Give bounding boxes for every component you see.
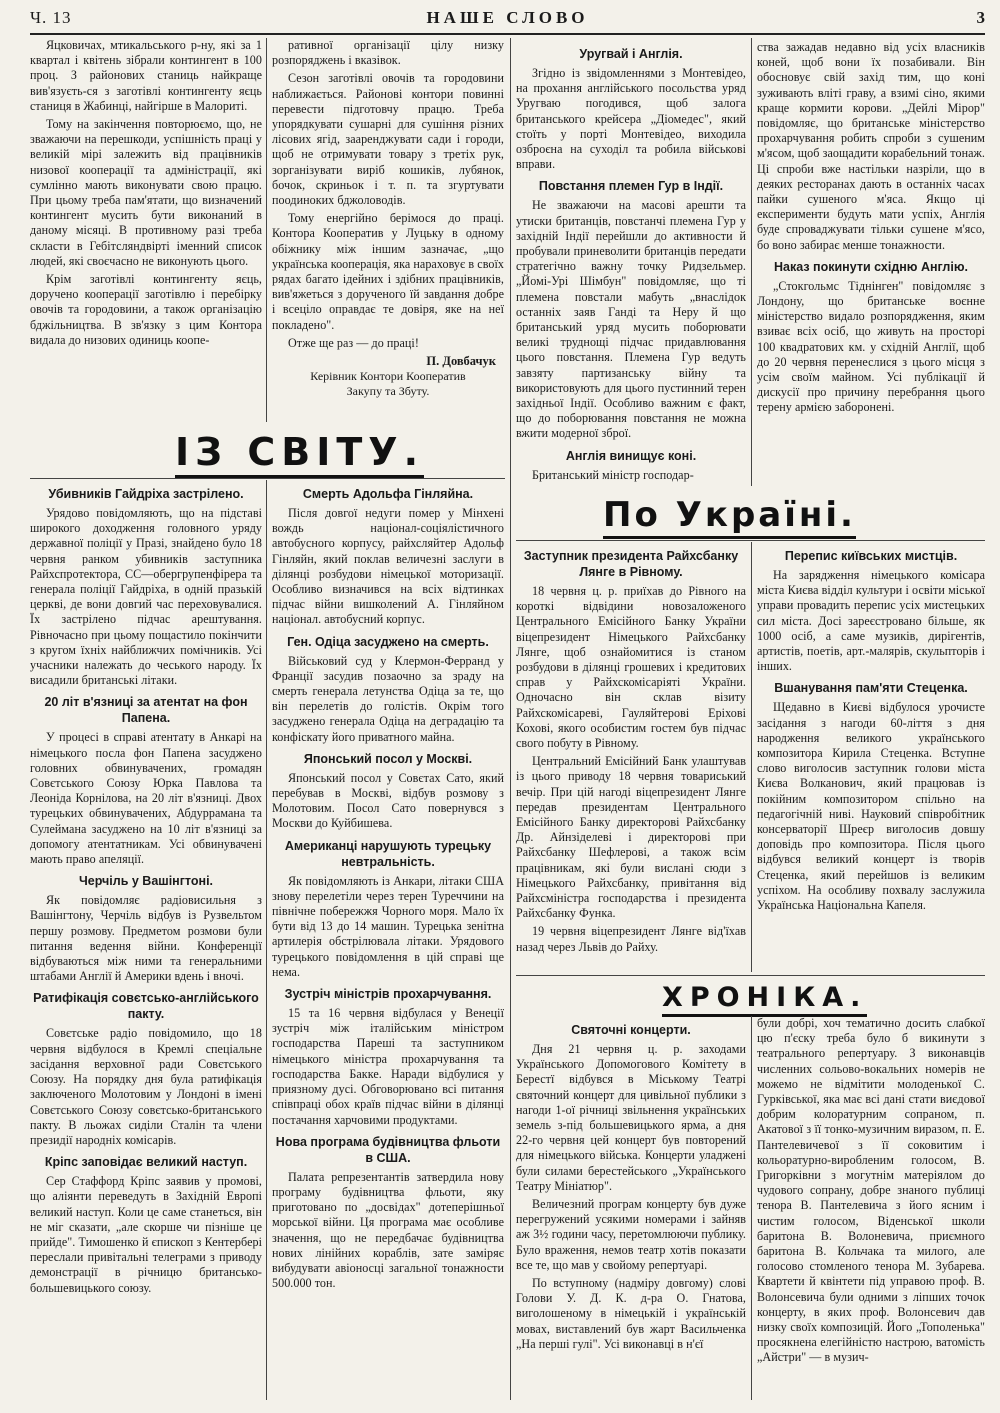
column-2-top xyxy=(272,38,504,422)
paragraph: По вступному (надміру довгому) слові Голови У. Д. К. д-ра О. Гнатова, виголошеному в німецькій і українській мовах, виставлений був жарт Васильченка „На перші гулі". Усі виконавці в н'єї xyxy=(516,1276,746,1351)
article-heading: Кріпс заповідає великий наступ. xyxy=(44,1155,248,1170)
paragraph: Центральний Емісійний Банк улаштував із цього приводу 18 червня товариський вечір. При цій нагоді віцепрезидент Лянге передав президентам Центрального Емісійного Банку директорові Райхсбанку Др. Айнзіделеві і директорові при Райхсбанку Шефлерові, а також всім працівникам, які були вислані сюди з Німецького Райхсбанку, привітання від Райхсміністра господарства і президента Райхсбанку Функа. xyxy=(516,754,746,921)
column-1-bottom xyxy=(30,480,262,1400)
paragraph: ративної організації цілу низку розпоряджень і вказівок. xyxy=(272,38,504,68)
article-heading: Повстання племен Гур в Індії. xyxy=(538,179,724,194)
article-heading: Заступник президента Райхсбанку Лянге в Рівному. xyxy=(523,549,739,579)
section-banner-ukraine xyxy=(603,495,856,535)
column-4-ukraine xyxy=(757,542,985,972)
article-heading: Черчіль у Вашінгтоні. xyxy=(78,874,214,889)
article-heading: Зустріч міністрів прохарчування. xyxy=(284,987,492,1002)
column-3-ukraine xyxy=(516,542,746,972)
article-heading: Уругвай і Англія. xyxy=(579,47,683,61)
paragraph: Крім заготівлі контингенту яєць, доручено кооперації заготівлю і перебірку овочів та городовини, а також організацію бджільництва. В зв'язку з цим Контора видала до низових одиниць коопе- xyxy=(30,272,262,347)
article-heading: Ген. Одіца засуджено на смерть. xyxy=(287,634,489,649)
section-title: По Україні. xyxy=(603,495,856,535)
page-header xyxy=(30,6,985,36)
article-heading: Перепис київських мистців. xyxy=(784,549,958,563)
signature-name: П. Довбачук xyxy=(426,354,496,369)
article-heading: Американці нарушують турецьку невтральність. xyxy=(284,838,492,869)
page-center-divider xyxy=(510,38,511,1400)
article-heading: Японський посол у Москві. xyxy=(303,751,473,766)
section-rule xyxy=(30,478,505,479)
paragraph: Як повідомляють із Анкари, літаки США знову перелетіли через терен Туреччини на північне побережжя Чорного моря. Мало їх бути від 13 до 14 машин. Турецька зенітна артилерія обстрілювала літаки. Урядового турецького повідомлення в цій справі ще нема. xyxy=(272,873,504,979)
paragraph: У процесі в справі атентату в Анкарі на німецького посла фон Папена засуджено головних обвинувачених, громадян Совєтського Союзу Юрка Павлова та Леоніда Корнілова, на 20 літ в'язниці. Двох турецьких обвинувачених, Абдуррамана та Сулеймана засуджено на 10 літ в'язниці за допомогу атентатникам. Усі обвинувачені мають право апеляції. xyxy=(30,730,262,867)
section-title: ІЗ СВІТУ. xyxy=(175,430,425,474)
article-heading: Ратифікація совєтсько-англійського пакту. xyxy=(33,991,259,1022)
paragraph: 18 червня ц. р. приїхав до Рівного на короткі відвідини новозаложеного Центрального Емісійного Банку України віцепрезидент Німецького Райхсбанку Лянге, щоб ознайомитися із станом розбудови в ділянці грошевих і кредитових справ у Райхскомісаріяті України. Одночасно він склав візиту Райхскомісареві, Гауляйтерові Еріхові Кохові, якого особистим гостем був підчас свого побуту в Рівному. xyxy=(516,584,746,751)
paragraph: Тому енергійно берімося до праці. Контора Кооператив у Луцьку в одному обіжнику між іншим зазначає, „що українська кооперація, яка нараховує в своїх рядах багато ідейних і здібних працівників, вив'яжеться з дорученого їй завдання добре і всеціло оправдає те довіря, яке на неї покладено". xyxy=(272,211,504,332)
paragraph: Палата репрезентантів затвердила нову програму будівництва фльоти, яку приготовано по „досвідах" дотеперішньої морської війни. Ця програма має особливе значення, що не передбачає будівництва нових лінійних кораблів, зате заміряє вибудувати авіоносці загальної тонажности 500.000 тон. xyxy=(272,1169,504,1291)
paragraph: були добрі, хоч тематично досить слабкої цю п'єску треба було б викинути з театрального репертуару. З виконавців численних сольово-вокальних номерів не можемо не відмітити молоденької С. Гурківської, яка має всі дані стати виєдової добрим колоратурним сопраном, п. Акатової з її тонко-музичним виразом, п. Е. Пантелевичевої з її соковитим і кольоратурно-виробленим голосом, В. Григорківни з могутнім матеріялом до чудового сопрану, добре знаного публиці тенора В. Пантелевича з його ясним і чистим голосом, Віденської школи баритона В. Волоневича, приємного баритона В. Кольчака та милого, але голосово стомленого тенора М. Зубарева. Квартети й квінтети під управою проф. В. Волонсевича були одними з ліпших точок концерту, в яких проф. Волонсевич дав низку своїх композицій. Його „Тополенька" просякнена елегійністю настрою, ватомість „Айстри" — в музич- xyxy=(757,1016,985,1365)
column-4-chronicle xyxy=(757,1016,985,1400)
paragraph: Згідно із звідомленнями з Монтевідео, на прохання англійського посольства уряд Уругваю погодився, щоб залога британського крейсера „Діомедес", який стоїть у порті Монтевідео, виходила озброєна на суходіл та робила військові вправи. xyxy=(516,66,746,172)
column-divider xyxy=(751,542,752,972)
column-divider xyxy=(266,38,267,422)
paragraph: Урядово повідомляють, що на підставі широкого доходження головного уряду державної поліції у Празі, знайдено було 18 червня ранком убивників заступника Райхспротектора, СС—обергрупенфірера та генерала поліції Гайдріха, в одній празькій церкві, де вони довгий час переховувалися. Їх застрілено підчас арештування. Рівночасно при цьому пощастило покінчити з кругом їхніх найближчих помічників. Усі учасники належать до чеського народу. Їх висадили британські літаки. xyxy=(30,506,262,688)
paragraph: Щедавно в Києві відбулося урочисте засідання з нагоди 60-ліття з дня народження великого українського композитора Кирила Стеценка. Вступне слово виголосив заступник голови міста Києва Волканович, який працював із покійним композитором спільно на педагогічній ниві. Науковий співробітник консерваторії Шреєр виголосив довшу доповідь про композитора. Після цього відбувся великий концерт із творів Стеценка, який перейшов із великим успіхом. На особливу похвалу заслужила Українська Національна Капеля. xyxy=(757,700,985,913)
paragraph: Після довгої недуги помер у Мінхені вождь націонал-соціялістичного автобусного корпусу, райхсляйтер Адольф Гінляйн, який поклав величезні заслуги в ділянці розбудови німецької моторизації. Особливо визначився на всіх відтинках підчас війни вишколений А. Гінляйном націонал. автобусний корпус. xyxy=(272,506,504,627)
section-banner-world xyxy=(175,430,424,474)
paragraph: ства зажадав недавно від усіх власників коней, щоб вони їх позабивали. Він обосновує свій захід тим, що коні зуживають вліті граву, а взимі сіно, якими краще кормити корови. „Дейлі Мірор" повідомляє, що британське міністерство прохарчування робить спроби з сушеним м'ясом, щоб заощадити корабельний тонаж. Ці спроби вже настільки назріли, що в деяких ресторанах дають в останніх часах пайки сушеного м'яса. Якщо ці експерименти будуть мати успіх, Англія буде спроваджувати тільки сушене м'ясо, бо воно забирає менше тонажности. xyxy=(757,40,985,252)
paragraph: Як повідомляє радіовисильня з Вашінгтону, Черчіль відбув із Рузвельтом першу розмову. Предметом розмови були питання ведення війни. Конференції відбуваються між ними та генеральними штабами Англії й Америки вдень і вночі. xyxy=(30,893,262,984)
paragraph: На зарядження німецького комісара міста Києва відділ культури і освіти міської управи провадить перепис усіх мистецьких сил міста. Досі зареєстровано більше, як 1000 осіб, а саме музиків, дирігентів, артистів, поетів, арт.-малярів, скульпторів і інших. xyxy=(757,568,985,674)
issue-label: Ч. 13 xyxy=(30,8,72,27)
paragraph: Дня 21 червня ц. р. заходами Українського Допомогового Комітету в Берестї відбувся в Міському Театрі святочний концерт для цивільної публики з нагоди 1-ої річниці звільнення українських земель з-під большевицького ярма, а дня 22-го червня цей концерт був повторений для німецького війська. Концерти уладжені були силами берестейського „Українського Театру Мініатюр". xyxy=(516,1042,746,1193)
article-heading: Святочні концерти. xyxy=(571,1023,691,1037)
paragraph: Отже ще раз — до праці! xyxy=(288,335,419,350)
section-title: ХРОНІКА. xyxy=(662,982,868,1013)
article-heading: Англія винищує коні. xyxy=(565,448,697,463)
paragraph: Яцковичах, мтикальського р-ну, які за 1 квартал і квітень зібрали контингент в 100 проц. З районових станиць найкраще вив'язуєть-ся з заготівлі контингенту яєць станиця в Жабинці, найгірше в Малориті. xyxy=(30,38,262,113)
signature-org: Закупу та Збуту. xyxy=(346,384,430,399)
header-rule xyxy=(30,33,985,35)
article-heading: Смерть Адольфа Гінляйна. xyxy=(302,487,474,501)
signature-role: Керівник Контори Кооператив xyxy=(310,369,466,384)
column-3-top xyxy=(516,40,746,486)
newspaper-title: НАШЕ СЛОВО xyxy=(426,8,589,27)
article-heading: Нова програма будівництва фльоти в США. xyxy=(275,1134,501,1165)
paragraph: 19 червня віцепрезидент Лянге від'їхав назад через Львів до Райху. xyxy=(516,924,746,954)
paragraph: Військовий суд у Клермон-Ферранд у Франції засудив позаочно за зраду на смерть генерала летунства Одіца за те, що він перелетів до голістів. Окрім того засуджено генерала Одіца на деградацію та конфіскату його приватного майна. xyxy=(272,653,504,744)
page-number: 3 xyxy=(976,8,985,27)
column-4-top xyxy=(757,40,985,486)
paragraph: 15 та 16 червня відбулася у Венеції зустріч між італійським міністром господарства Пареші та заступником німецького міністра прохарчування та господарства Бакке. Наради відбулися у приязному дусі. Обговорювано всі питання співпраці обох країв підчас війни в ділянці постачання харчовими продуктами. xyxy=(272,1006,504,1127)
paragraph: Британський міністр господар- xyxy=(532,467,694,482)
paragraph: Совєтське радіо повідомило, що 18 червня відбулося в Кремлі спеціальне засідання верховної ради Совєтського Союзу. На порядку дня була ратифікація заключеного Молотовим у Лондоні в імені Совєтського Союзу совєтсько-британського пакту. В льожах сиділи Сталін та члени президії народніх комісарів. xyxy=(30,1026,262,1147)
paragraph: Сезон заготівлі овочів та городовини наближається. Районові контори повинні перевести підготовчу працю. Треба упорядкувати сушарні для сушіння різних лісових ягід, зааренджувати сади і городи, щоб не отримувати товару з третіх рук, зорганізувати виріб кошиків, лубянок, бочок, скриньок і т. п. та згуртувати поодиноких бджоловодів. xyxy=(272,71,504,208)
section-banner-chronicle xyxy=(662,982,867,1013)
column-divider xyxy=(266,480,267,1400)
article-heading: Наказ покинути східню Англію. xyxy=(774,259,968,274)
paragraph: „Стокгольмс Тіднінген" повідомляє з Лондону, що британське воєнне міністерство видало розпорядження, яким взиває всіх осіб, що живуть на просторі 100 квадратових км. у східній Англії, щоб до 20 червня перенеслися з цього місця з усім своїм майном. Усі публікації й дискусії про причину перебрання цього терену армією заборонені. xyxy=(757,278,985,415)
section-rule xyxy=(516,975,985,976)
article-heading: Вшанування пам'яти Стеценка. xyxy=(774,681,968,696)
paragraph: Японський посол у Совєтах Сато, який перебував в Москві, відбув розмову з Молотовим. Посол Сато повернувся з Москви до Куйбишева. xyxy=(272,770,504,831)
column-2-bottom xyxy=(272,480,504,1400)
paragraph: Сер Стаффорд Кріпс заявив у промові, що аліянти переведуть в Західній Европі великий наступ. Коли це саме станеться, він не міг сказати, „але скорше чи пізніше це прийде". Тимошенко й єпископ з Кентербері переслали привітальні телеграми з приводу демонстрації в річницю британсько-большевицького союзу. xyxy=(30,1174,262,1295)
paragraph: Не зважаючи на масові арешти та утиски британців, повстанчі племена Гур у західній Індії перейшли до активности й пробували приневолити британців передати стратегічно важну точку Ридзельмер. „Йомі-Урі Шімбун" повідомляє, що ті племена повстали мабуть „внаслідок останніх заяв Ганді та Неру й що британський уряд мусить поборювати великі труднощі підчас придавлювання цього повстання. Племена Гур ведуть завзяту партизанську війну та використовують для цього пустинний терен західньої Індії. Особливо важним є факт, що до поборювання повстання не можна вжити модерної зброї. xyxy=(516,198,746,441)
article-heading: 20 літ в'язниці за атентат на фон Папена. xyxy=(44,695,248,726)
paragraph: Тому на закінчення повторюємо, що, не зважаючи на перешкоди, успішність праці у великій мірі залежить від працівників низової кооперації та адміністрації, які сумлінно мають виконувати свою працю. При цьому треба пам'ятати, що визначений контингент мусить бути виконаний в даному місяці. В противному разі треба скласти в Гебітсляндвірті іменний список людей, які своєчасно не виконують цього. xyxy=(30,117,262,268)
column-1-top xyxy=(30,38,262,420)
column-3-chronicle xyxy=(516,1016,746,1400)
column-divider xyxy=(751,38,752,486)
section-rule xyxy=(516,540,985,541)
column-divider xyxy=(751,1016,752,1400)
article-heading: Убивників Гайдріха застрілено. xyxy=(48,487,244,501)
paragraph: Величезний програм концерту був дуже перегружений усякими номерами і зайняв аж 3½ години часу, перетомлюючи публику. Було враження, немов театр хотів показати все те, що мав у свойому репертуарі. xyxy=(516,1197,746,1272)
